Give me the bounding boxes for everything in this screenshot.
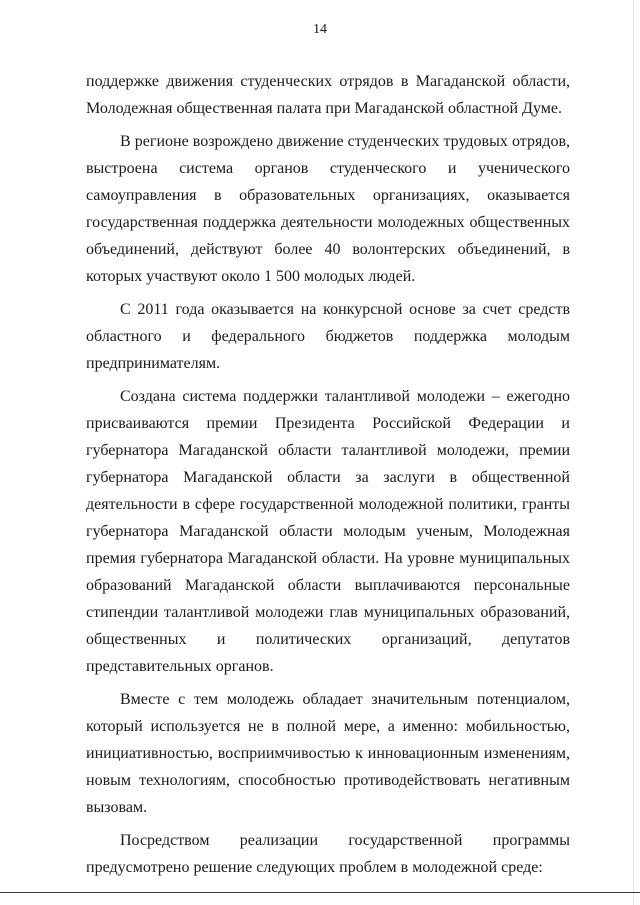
paragraph-3: С 2011 года оказывается на конкурсной основе за счет средств областного и федерального бюджетов поддержка молодым предпринимателям. <box>86 301 570 372</box>
paragraph-5: Вместе с тем молодежь обладает значительным потенциалом, который используется не в полной мере, а именно: мобильностью, инициативностью, восприимчивостью к инновационным изменениям, новым технологиям, способностью противодействовать негативным вызовам. <box>86 691 570 816</box>
scan-bottom-line <box>0 892 640 893</box>
document-body <box>86 68 570 881</box>
paragraph-6: Посредством реализации государственной программы предусмотрено решение следующих проблем в молодежной среде: <box>86 832 570 876</box>
page-number: 14 <box>313 22 327 37</box>
paragraph-2: В регионе возрождено движение студенческих трудовых отрядов, выстроена система органов студенческого и ученического самоуправления в образовательных организациях, оказывается государственная поддержка деятельности молодежных общественных объединений, действуют более 40 волонтерских объединений, в которых участвуют около 1 500 молодых людей. <box>86 133 570 285</box>
scan-edge <box>633 0 634 905</box>
paragraph-1: поддержке движения студенческих отрядов в Магаданской области, Молодежная общественная палата при Магаданской областной Думе. <box>86 73 570 117</box>
paragraph-4: Создана система поддержки талантливой молодежи – ежегодно присваиваются премии Президента Российской Федерации и губернатора Магаданской области талантливой молодежи, премии губернатора Магаданской области за заслуги в общественной деятельности в сфере государственной молодежной политики, гранты губернатора Магаданской области молодым ученым, Молодежная премия губернатора Магаданской области. На уровне муниципальных образований Магаданской области выплачиваются персональные стипендии талантливой молодежи глав муниципальных образований, общественных и политических организаций, депутатов представительных органов. <box>86 388 570 675</box>
